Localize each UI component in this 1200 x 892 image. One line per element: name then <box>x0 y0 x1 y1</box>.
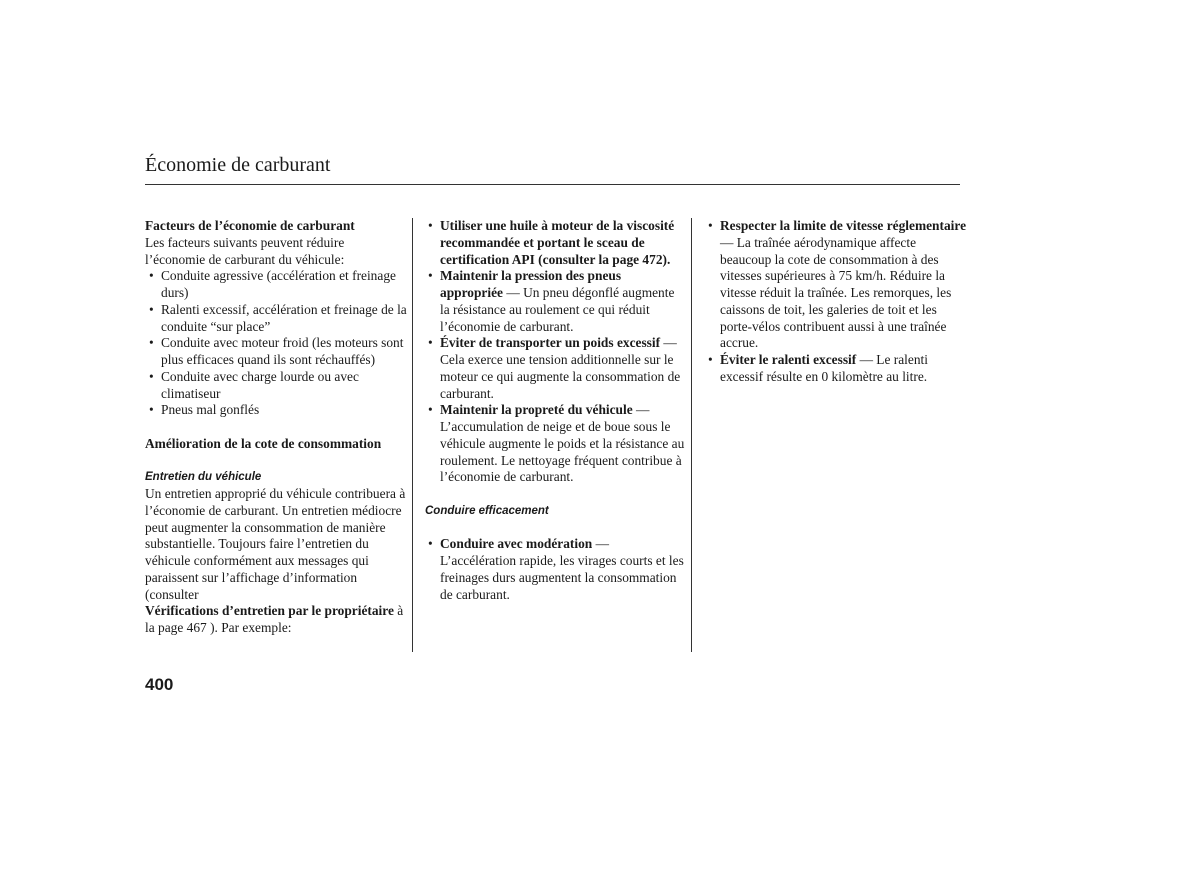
subheading-maintenance: Entretien du véhicule <box>145 471 262 484</box>
column-divider-2 <box>691 218 692 652</box>
driving-tips-list <box>425 536 687 603</box>
tip-title: Éviter de transporter un poids excessif <box>440 335 661 351</box>
section-heading-factors: Facteurs de l’économie de carburant <box>145 218 355 233</box>
factors-intro: Les facteurs suivants peuvent réduire l’économie de carburant du véhicule: <box>145 234 345 267</box>
maintenance-paragraph <box>145 486 407 637</box>
page-title: Économie de carburant <box>145 154 331 176</box>
column-3 <box>705 218 967 386</box>
section-heading-improvement: Amélioration de la cote de consommation <box>145 435 382 451</box>
maintenance-reference: Vérifications d’entretien par le propriétaire <box>145 603 394 619</box>
list-item: • Conduite avec charge lourde ou avec climatiseur <box>145 369 407 403</box>
list-item <box>705 352 967 386</box>
tip-text: — Un pneu dégonflé augmente la résistance au roulement ce qui réduit l’économie de carburant. <box>440 285 675 334</box>
list-item: • Conduite agressive (accélération et freinage durs) <box>145 268 407 302</box>
list-item <box>425 536 687 603</box>
factors-list <box>145 268 407 419</box>
maintenance-tips-list <box>425 218 687 486</box>
tip-text: — La traînée aérodynamique affecte beaucoup la cote de consommation à des vitesses supérieures à 75 km/h. Réduire la vitesse réduit la traînée. Les remorques, les caissons de toit, les galeries de toit et les porte-vélos contribuent aussi à une traînée accrue. <box>720 234 952 351</box>
list-item <box>425 402 687 486</box>
list-item: • Pneus mal gonflés <box>145 402 407 419</box>
tip-title: Utiliser une huile à moteur de la viscosité recommandée et portant le sceau de certification API (consulter la page 472). <box>440 218 675 267</box>
list-item: • Conduite avec moteur froid (les moteurs sont plus efficaces quand ils sont réchauffés) <box>145 335 407 369</box>
maintenance-text: Un entretien approprié du véhicule contribuera à l’économie de carburant. Un entretien médiocre peut augmenter la consommation de manière substantielle. Toujours faire l’entretien du véhicule conformément aux messages qui paraissent sur l’affichage d’information (consulter <box>145 486 406 602</box>
tip-text: — Le ralenti excessif résulte en 0 kilomètre au litre. <box>720 352 928 384</box>
column-divider-1 <box>412 218 413 652</box>
list-item <box>425 218 687 268</box>
column-2 <box>425 218 687 603</box>
list-item <box>425 268 687 335</box>
tip-title: Maintenir la propreté du véhicule <box>440 402 633 418</box>
tip-title: Maintenir la pression des pneus appropriée <box>440 268 622 300</box>
list-item: • Ralenti excessif, accélération et freinage de la conduite “sur place” <box>145 302 407 336</box>
speed-tips-list <box>705 218 967 386</box>
tip-title: Conduire avec modération <box>440 536 593 552</box>
title-rule <box>145 184 960 185</box>
tip-text: — L’accélération rapide, les virages courts et les freinages durs augmentent la consommation de carburant. <box>440 536 684 602</box>
list-item <box>425 335 687 402</box>
tip-text: — L’accumulation de neige et de boue sous le véhicule augmente le poids et la résistance au roulement. Le nettoyage fréquent contribue à l’économie de carburant. <box>440 402 685 485</box>
subheading-drive-efficiently: Conduire efficacement <box>425 504 549 517</box>
page-number: 400 <box>145 675 174 694</box>
maintenance-reference-tail: à la page 467 ). Par exemple: <box>145 603 404 635</box>
tip-title: Respecter la limite de vitesse réglementaire <box>720 218 967 233</box>
tip-title: Éviter le ralenti excessif <box>720 352 857 367</box>
column-1 <box>145 218 407 637</box>
list-item <box>705 218 967 352</box>
tip-text: — Cela exerce une tension additionnelle sur le moteur ce qui augmente la consommation de carburant. <box>440 335 681 401</box>
